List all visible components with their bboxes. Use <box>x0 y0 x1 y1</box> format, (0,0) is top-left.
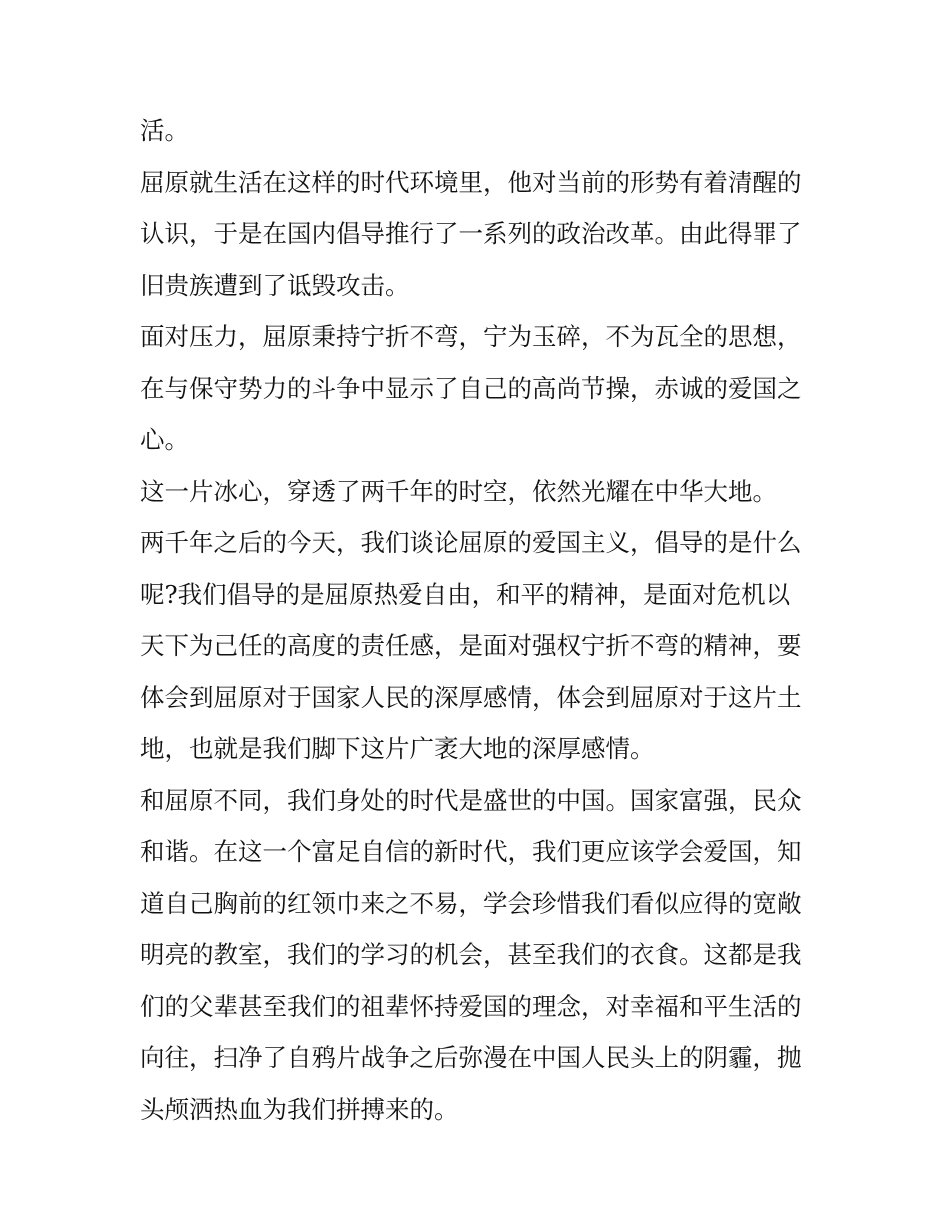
text-line: 活。 <box>140 116 189 145</box>
text-line: 向往，扫净了自鸦片战争之后弥漫在中国人民头上的阴霾，抛 <box>140 1043 802 1072</box>
text-line: 呢?我们倡导的是屈原热爱自由，和平的精神，是面对危机以 <box>140 579 791 609</box>
text-line: 明亮的教室，我们的学习的机会，甚至我们的衣食。这都是我 <box>140 940 802 969</box>
text-line: 在与保守势力的斗争中显示了自己的高尚节操，赤诚的爱国之 <box>140 373 802 403</box>
text-line: 们的父辈甚至我们的祖辈怀持爱国的理念，对幸福和平生活的 <box>140 991 802 1021</box>
text-line: 认识，于是在国内倡导推行了一系列的政治改革。由此得罪了 <box>140 219 802 248</box>
text-line: 体会到屈原对于国家人民的深厚感情，体会到屈原对于这片土 <box>140 682 802 712</box>
text-line: 头颅洒热血为我们拼搏来的。 <box>140 1094 459 1124</box>
text-line: 面对压力，屈原秉持宁折不弯，宁为玉碎，不为瓦全的思想， <box>140 322 802 351</box>
document-body <box>140 105 820 1135</box>
text-line: 屈原就生活在这样的时代环境里，他对当前的形势有着清醒的 <box>140 167 802 197</box>
text-line: 旧贵族遭到了诋毁攻击。 <box>140 270 410 300</box>
text-line: 和屈原不同，我们身处的时代是盛世的中国。国家富强，民众 <box>140 785 802 815</box>
text-line: 和谐。在这一个富足自信的新时代，我们更应该学会爱国，知 <box>140 837 802 866</box>
text-line: 道自己胸前的红领巾来之不易，学会珍惜我们看似应得的宽敞 <box>140 888 802 918</box>
text-line: 地，也就是我们脚下这片广袤大地的深厚感情。 <box>140 734 655 763</box>
text-line: 天下为己任的高度的责任感，是面对强权宁折不弯的精神，要 <box>140 631 802 660</box>
text-line: 心。 <box>140 425 189 454</box>
text-line: 两千年之后的今天，我们谈论屈原的爱国主义，倡导的是什么 <box>140 528 802 557</box>
text-line: 这一片冰心，穿透了两千年的时空，依然光耀在中华大地。 <box>140 476 777 506</box>
